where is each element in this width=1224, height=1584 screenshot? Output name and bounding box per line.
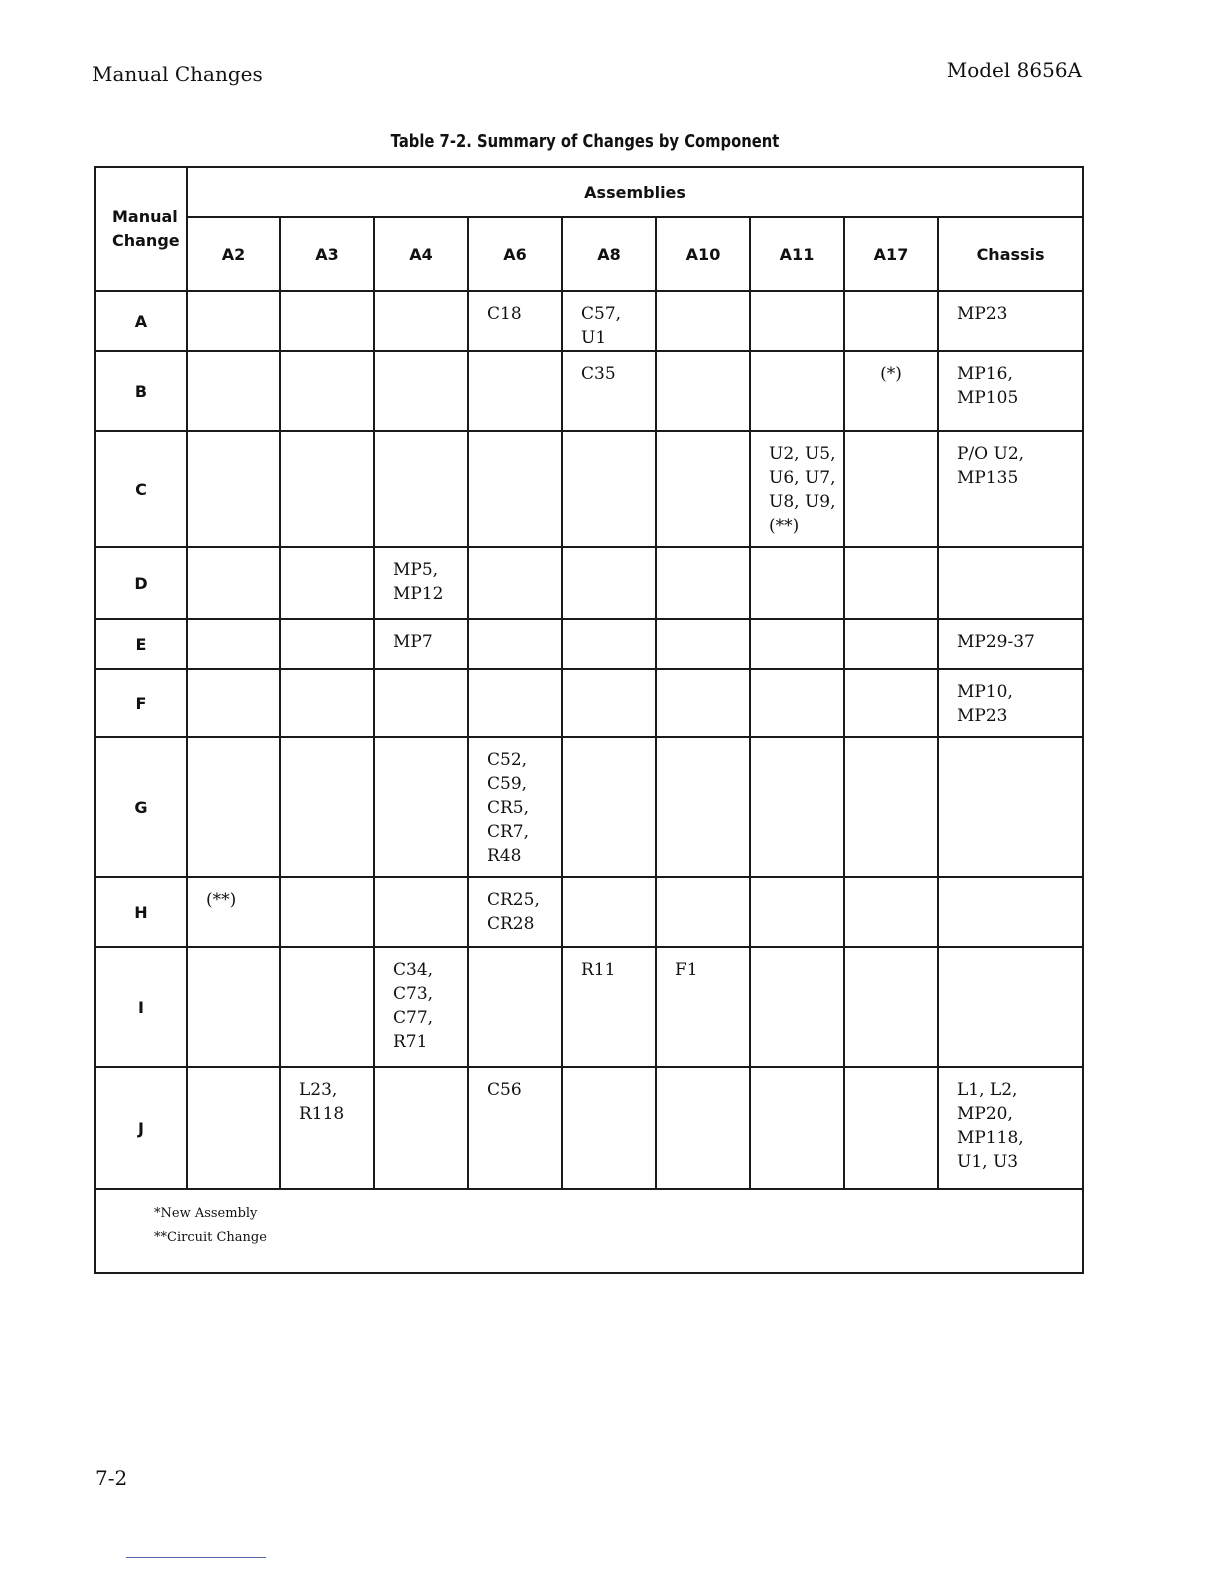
component-cell <box>468 877 562 947</box>
component-cell <box>468 1067 562 1189</box>
component-cell <box>656 669 750 737</box>
component-cell <box>750 291 844 351</box>
component-cell <box>187 291 280 351</box>
manual-change-cell: J <box>95 1067 187 1189</box>
component-cell <box>187 1067 280 1189</box>
column-header-a2: A2 <box>187 217 280 291</box>
component-ref: CR28 <box>487 914 535 934</box>
component-ref: CR7, <box>487 822 530 842</box>
manual-change-cell: E <box>95 619 187 669</box>
component-ref: MP29-37 <box>957 632 1035 652</box>
component-cell <box>468 291 562 351</box>
component-cell <box>374 431 468 547</box>
component-cell <box>656 351 750 431</box>
component-cell <box>562 619 656 669</box>
component-cell <box>562 947 656 1067</box>
component-cell <box>187 947 280 1067</box>
component-cell <box>938 1067 1083 1189</box>
manual-change-cell: H <box>95 877 187 947</box>
component-ref: U6, U7, <box>769 468 836 488</box>
table-row <box>95 737 1083 877</box>
component-cell <box>750 877 844 947</box>
component-cell <box>844 669 938 737</box>
component-cell <box>750 431 844 547</box>
component-cell <box>280 737 374 877</box>
component-cell <box>280 431 374 547</box>
running-header-right: Model 8656A <box>946 58 1082 82</box>
component-ref: C34, <box>393 960 434 980</box>
component-ref: L23, <box>299 1080 338 1100</box>
table-row <box>95 947 1083 1067</box>
component-ref: MP23 <box>957 706 1008 726</box>
component-cell <box>938 431 1083 547</box>
component-cell <box>938 351 1083 431</box>
manual-change-cell: I <box>95 947 187 1067</box>
component-ref: MP105 <box>957 388 1019 408</box>
component-ref: (*) <box>880 364 902 384</box>
component-cell <box>844 431 938 547</box>
component-ref: L1, L2, <box>957 1080 1018 1100</box>
bottom-rule <box>126 1557 266 1558</box>
column-header-a6: A6 <box>468 217 562 291</box>
component-ref: R11 <box>581 960 616 980</box>
component-ref: R48 <box>487 846 522 866</box>
component-cell <box>562 431 656 547</box>
component-cell <box>938 669 1083 737</box>
component-ref: U1, U3 <box>957 1152 1019 1172</box>
manual-change-cell: A <box>95 291 187 351</box>
manual-change-header-line-2: Change <box>112 231 180 250</box>
component-cell <box>938 737 1083 877</box>
table-row <box>95 1067 1083 1189</box>
component-cell <box>750 351 844 431</box>
component-cell <box>280 619 374 669</box>
column-header-a10: A10 <box>656 217 750 291</box>
component-ref: C52, <box>487 750 528 770</box>
component-ref: C18 <box>487 304 522 324</box>
footnote-circuit-change: **Circuit Change <box>154 1230 267 1245</box>
component-cell <box>844 351 938 431</box>
component-ref: MP20, <box>957 1104 1013 1124</box>
component-ref: U1 <box>581 328 607 348</box>
manual-change-cell: F <box>95 669 187 737</box>
component-ref: MP135 <box>957 468 1019 488</box>
component-ref: MP23 <box>957 304 1008 324</box>
component-cell <box>562 737 656 877</box>
component-ref: (**) <box>206 890 237 910</box>
component-ref: (**) <box>769 516 800 536</box>
component-cell <box>750 1067 844 1189</box>
component-ref: MP7 <box>393 632 433 652</box>
component-cell <box>280 351 374 431</box>
component-cell <box>844 737 938 877</box>
component-cell <box>468 619 562 669</box>
component-ref: C56 <box>487 1080 522 1100</box>
manual-change-header <box>95 167 187 291</box>
manual-change-cell: B <box>95 351 187 431</box>
component-cell <box>187 431 280 547</box>
component-cell <box>844 291 938 351</box>
component-cell <box>750 547 844 619</box>
component-cell <box>374 351 468 431</box>
component-cell <box>374 619 468 669</box>
component-ref: MP12 <box>393 584 444 604</box>
component-cell <box>562 669 656 737</box>
running-header-left: Manual Changes <box>92 62 263 86</box>
column-header-a8: A8 <box>562 217 656 291</box>
component-ref: R118 <box>299 1104 345 1124</box>
component-cell <box>187 669 280 737</box>
component-ref: U2, U5, <box>769 444 836 464</box>
component-ref: MP10, <box>957 682 1013 702</box>
component-cell <box>656 1067 750 1189</box>
page-number: 7-2 <box>95 1466 128 1490</box>
component-cell <box>374 737 468 877</box>
column-header-a4: A4 <box>374 217 468 291</box>
component-cell <box>844 619 938 669</box>
component-ref: MP5, <box>393 560 439 580</box>
component-cell <box>374 669 468 737</box>
component-ref: C59, <box>487 774 528 794</box>
component-cell <box>750 947 844 1067</box>
component-cell <box>468 547 562 619</box>
component-cell <box>187 619 280 669</box>
table-row <box>95 291 1083 351</box>
component-cell <box>844 947 938 1067</box>
table-row <box>95 431 1083 547</box>
manual-change-cell: G <box>95 737 187 877</box>
component-cell <box>844 877 938 947</box>
component-cell <box>187 351 280 431</box>
column-header-chassis: Chassis <box>938 217 1083 291</box>
summary-table-container <box>94 166 1082 1274</box>
component-ref: CR25, <box>487 890 540 910</box>
component-cell <box>187 547 280 619</box>
table-footnotes <box>95 1189 1083 1273</box>
component-cell <box>280 669 374 737</box>
component-cell <box>280 547 374 619</box>
component-cell <box>280 877 374 947</box>
component-ref: C77, <box>393 1008 434 1028</box>
footnote-new-assembly: *New Assembly <box>154 1206 258 1221</box>
table-caption: Table 7-2. Summary of Changes by Component <box>390 131 780 152</box>
component-cell <box>187 877 280 947</box>
component-cell <box>468 947 562 1067</box>
component-cell <box>938 547 1083 619</box>
manual-change-cell: C <box>95 431 187 547</box>
component-ref: R71 <box>393 1032 428 1052</box>
component-ref: P/O U2, <box>957 444 1025 464</box>
component-cell <box>938 877 1083 947</box>
component-cell <box>938 291 1083 351</box>
component-ref: MP118, <box>957 1128 1024 1148</box>
component-cell <box>656 737 750 877</box>
component-cell <box>656 619 750 669</box>
component-cell <box>374 291 468 351</box>
table-row <box>95 547 1083 619</box>
manual-change-cell: D <box>95 547 187 619</box>
component-ref: C57, <box>581 304 622 324</box>
component-cell <box>844 1067 938 1189</box>
column-header-a3: A3 <box>280 217 374 291</box>
component-cell <box>656 291 750 351</box>
component-cell <box>656 877 750 947</box>
component-cell <box>468 431 562 547</box>
component-ref: C73, <box>393 984 434 1004</box>
table-row <box>95 351 1083 431</box>
component-cell <box>280 947 374 1067</box>
component-cell <box>374 877 468 947</box>
component-cell <box>656 947 750 1067</box>
component-cell <box>844 547 938 619</box>
table-row <box>95 619 1083 669</box>
component-cell <box>938 947 1083 1067</box>
component-cell <box>374 1067 468 1189</box>
component-cell <box>280 291 374 351</box>
component-cell <box>750 737 844 877</box>
component-cell <box>750 669 844 737</box>
component-cell <box>562 1067 656 1189</box>
component-ref: CR5, <box>487 798 530 818</box>
column-header-a11: A11 <box>750 217 844 291</box>
component-ref: C35 <box>581 364 616 384</box>
manual-change-header-line-1: Manual <box>112 207 178 226</box>
component-ref: MP16, <box>957 364 1013 384</box>
component-ref: U8, U9, <box>769 492 836 512</box>
table-row <box>95 669 1083 737</box>
component-cell <box>374 947 468 1067</box>
component-cell <box>656 547 750 619</box>
component-cell <box>468 351 562 431</box>
column-header-a17: A17 <box>844 217 938 291</box>
component-cell <box>562 547 656 619</box>
component-cell <box>468 737 562 877</box>
component-cell <box>656 431 750 547</box>
assemblies-header: Assemblies <box>187 167 1083 217</box>
table-row <box>95 877 1083 947</box>
component-cell <box>750 619 844 669</box>
component-cell <box>187 737 280 877</box>
component-ref: F1 <box>675 960 698 980</box>
component-cell <box>562 877 656 947</box>
component-cell <box>562 291 656 351</box>
component-cell <box>374 547 468 619</box>
component-cell <box>468 669 562 737</box>
component-cell <box>562 351 656 431</box>
summary-of-changes-table <box>94 166 1084 1274</box>
table-body <box>95 291 1083 1189</box>
component-cell <box>938 619 1083 669</box>
component-cell <box>280 1067 374 1189</box>
